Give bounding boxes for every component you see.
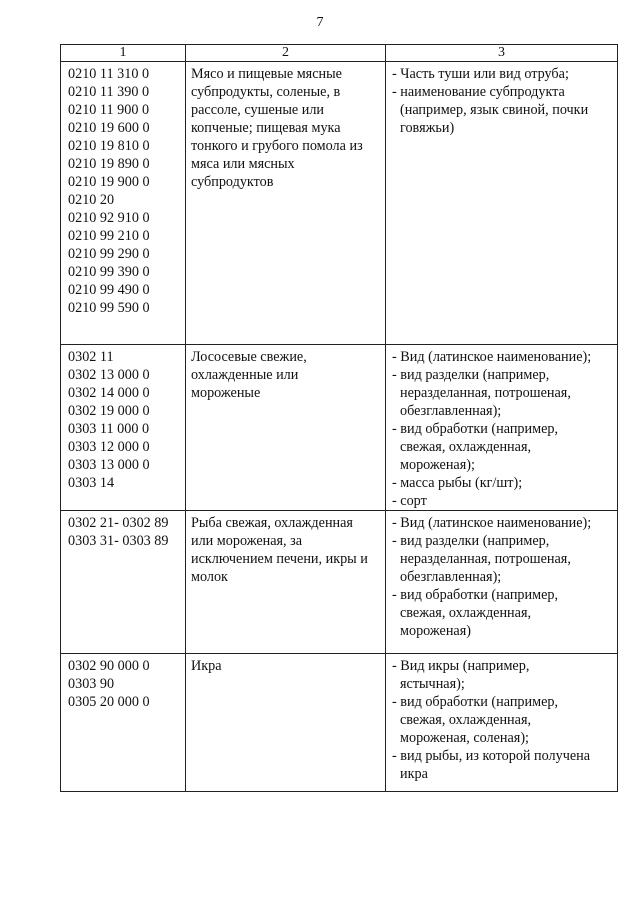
code-line: 0303 13 000 0 bbox=[68, 457, 150, 473]
code-line: 0302 13 000 0 bbox=[68, 367, 150, 383]
code-line: 0210 99 390 0 bbox=[68, 264, 150, 280]
code-line: 0302 14 000 0 bbox=[68, 385, 150, 401]
table-header-row bbox=[61, 45, 618, 62]
code-line: 0302 90 000 0 bbox=[68, 658, 150, 674]
attribute-line: мороженая, соленая); bbox=[400, 730, 529, 746]
code-line: 0210 20 bbox=[68, 192, 115, 208]
description-line: субпродуктов bbox=[191, 174, 274, 190]
description-line: Рыба свежая, охлажденная bbox=[191, 515, 353, 531]
table-row bbox=[61, 511, 618, 654]
description-cell bbox=[186, 62, 386, 345]
code-line: 0210 11 310 0 bbox=[68, 66, 150, 82]
attribute-line: (например, язык свиной, почки bbox=[400, 102, 589, 118]
code-line: 0210 19 890 0 bbox=[68, 156, 150, 172]
description-line: охлажденные или bbox=[191, 367, 299, 383]
table-row bbox=[61, 654, 618, 792]
attribute-line: - вид обработки (например, bbox=[392, 694, 559, 710]
code-line: 0305 20 000 0 bbox=[68, 694, 150, 710]
attributes-cell bbox=[386, 511, 618, 654]
attribute-line: - Вид икры (например, bbox=[392, 658, 530, 674]
attribute-line: неразделанная, потрошеная, bbox=[400, 385, 571, 401]
code-line: 0210 19 600 0 bbox=[68, 120, 150, 136]
description-line: субпродукты, соленые, в bbox=[191, 84, 341, 100]
code-line: 0210 99 290 0 bbox=[68, 246, 150, 262]
description-line: или мороженая, за bbox=[191, 533, 303, 549]
code-line: 0303 11 000 0 bbox=[68, 421, 150, 437]
code-line: 0210 92 910 0 bbox=[68, 210, 150, 226]
code-line: 0303 90 bbox=[68, 676, 115, 692]
description-line: мяса или мясных bbox=[191, 156, 295, 172]
attribute-line: - масса рыбы (кг/шт); bbox=[392, 475, 523, 491]
description-line: тонкого и грубого помола из bbox=[191, 138, 363, 154]
attribute-line: - Вид (латинское наименование); bbox=[392, 515, 592, 531]
code-line: 0210 99 590 0 bbox=[68, 300, 150, 316]
description-line: молок bbox=[191, 569, 228, 585]
description-line: исключением печени, икры и bbox=[191, 551, 368, 567]
table-row bbox=[61, 62, 618, 345]
attribute-line: обезглавленная); bbox=[400, 403, 502, 419]
column-header-2: 2 bbox=[186, 45, 386, 62]
description-cell bbox=[186, 511, 386, 654]
page-number: 7 bbox=[316, 15, 324, 30]
attribute-line: мороженая); bbox=[400, 457, 475, 473]
code-line: 0210 99 210 0 bbox=[68, 228, 150, 244]
code-line: 0210 19 900 0 bbox=[68, 174, 150, 190]
document-table bbox=[60, 44, 618, 792]
attribute-line: свежая, охлажденная, bbox=[400, 712, 532, 728]
code-line: 0210 19 810 0 bbox=[68, 138, 150, 154]
code-line: 0303 31- 0303 89 bbox=[68, 533, 169, 549]
attribute-line: неразделанная, потрошеная, bbox=[400, 551, 571, 567]
description-cell bbox=[186, 654, 386, 792]
description-line: Мясо и пищевые мясные bbox=[191, 66, 342, 82]
attribute-line: икра bbox=[400, 766, 428, 782]
code-line: 0302 19 000 0 bbox=[68, 403, 150, 419]
codes-cell bbox=[61, 62, 186, 345]
attribute-line: ястычная); bbox=[400, 676, 465, 692]
attribute-line: - Часть туши или вид отруба; bbox=[392, 66, 569, 82]
attribute-line: - вид разделки (например, bbox=[392, 533, 550, 549]
table-row bbox=[61, 345, 618, 511]
attribute-line: обезглавленная); bbox=[400, 569, 502, 585]
code-line: 0302 21- 0302 89 bbox=[68, 515, 169, 531]
attributes-cell bbox=[386, 62, 618, 345]
description-line: Икра bbox=[191, 658, 222, 674]
attribute-line: - вид рыбы, из которой получена bbox=[392, 748, 591, 764]
code-line: 0210 99 490 0 bbox=[68, 282, 150, 298]
codes-cell bbox=[61, 654, 186, 792]
attribute-line: - сорт bbox=[392, 493, 427, 509]
code-line: 0303 14 bbox=[68, 475, 115, 491]
attribute-line: свежая, охлажденная, bbox=[400, 605, 532, 621]
code-line: 0210 11 900 0 bbox=[68, 102, 150, 118]
code-line: 0302 11 bbox=[68, 349, 114, 365]
description-line: копченые; пищевая мука bbox=[191, 120, 341, 136]
attribute-line: говяжьи) bbox=[400, 120, 455, 136]
attribute-line: свежая, охлажденная, bbox=[400, 439, 532, 455]
attribute-line: - наименование субпродукта bbox=[392, 84, 565, 100]
description-line: рассоле, сушеные или bbox=[191, 102, 325, 118]
codes-cell bbox=[61, 511, 186, 654]
description-line: мороженые bbox=[191, 385, 261, 401]
attributes-cell bbox=[386, 345, 618, 511]
description-line: Лососевые свежие, bbox=[191, 349, 307, 365]
attributes-cell bbox=[386, 654, 618, 792]
attribute-line: мороженая) bbox=[400, 623, 471, 639]
codes-cell bbox=[61, 345, 186, 511]
attribute-line: - вид обработки (например, bbox=[392, 421, 559, 437]
code-line: 0210 11 390 0 bbox=[68, 84, 150, 100]
attribute-line: - Вид (латинское наименование); bbox=[392, 349, 592, 365]
column-header-3: 3 bbox=[386, 45, 618, 62]
description-cell bbox=[186, 345, 386, 511]
code-line: 0303 12 000 0 bbox=[68, 439, 150, 455]
attribute-line: - вид обработки (например, bbox=[392, 587, 559, 603]
attribute-line: - вид разделки (например, bbox=[392, 367, 550, 383]
column-header-1: 1 bbox=[61, 45, 186, 62]
